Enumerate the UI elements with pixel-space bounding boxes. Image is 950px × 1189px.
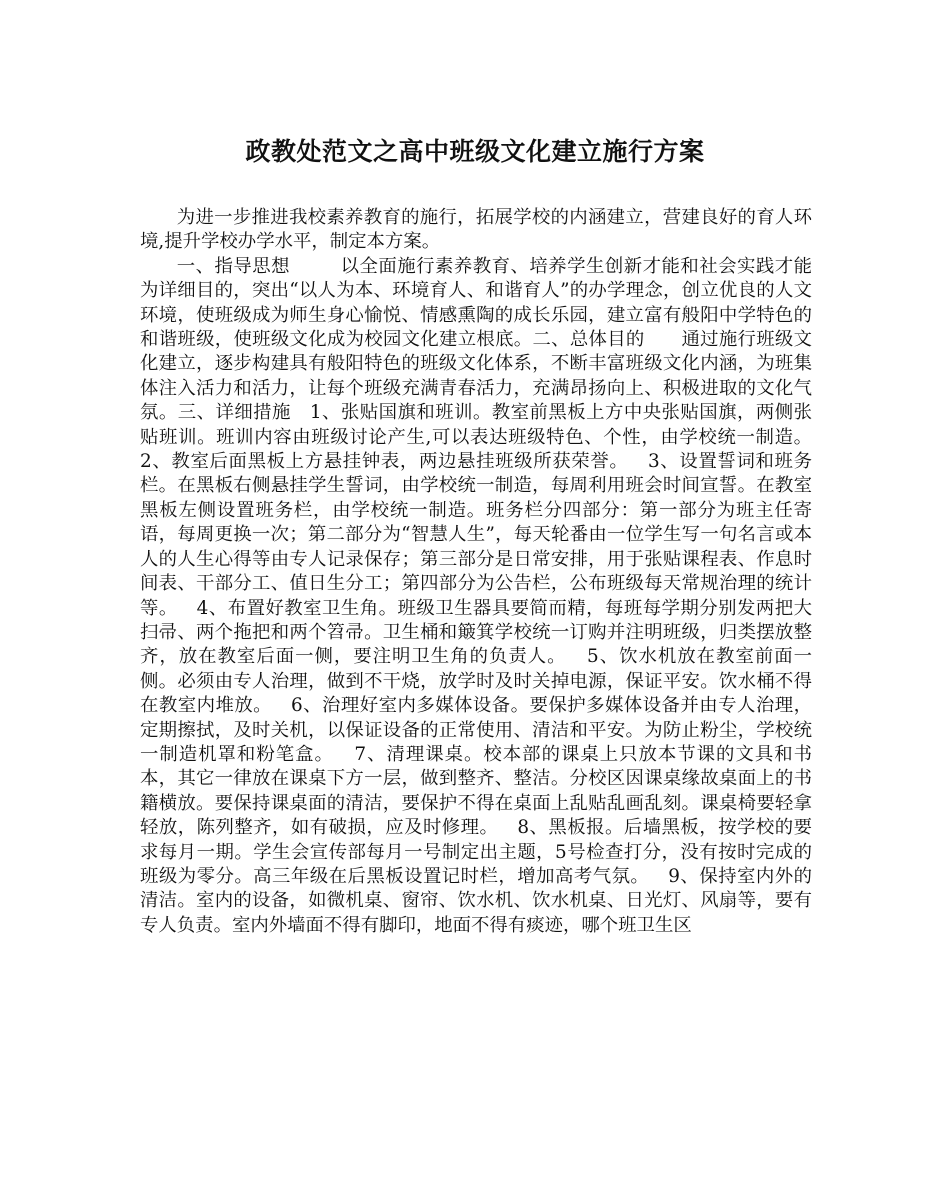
document-title: 政教处范文之高中班级文化建立施行方案 [245, 137, 705, 166]
intro-paragraph: 为进一步推进我校素养教育的施行，拓展学校的内涵建立，营建良好的育人环境,提升学校办学水平，制定本方案。 [140, 207, 812, 253]
body-paragraph: 一、指导思想 以全面施行素养教育、培养学生创新才能和社会实践才能为详细目的，突出“以人为本、环境育人、和谐育人”的办学理念，创立优良的人文环境，使班级成为师生身心愉悦、情感熏陶的成长乐园，建立富有般阳中学特色的和谐班级，使班级文化成为校园文化建立根底。二、总体目的 通过施行班级文化建立，逐步构建具有般阳特色的班级文化体系，不断丰富班级文化内涵，为班集体注入活力和活力，让每个班级充满青春活力，充满昂扬向上、积极进取的文化气氛。三、详细措施 1、张贴国旗和班训。教室前黑板上方中央张贴国旗，两侧张贴班训。班训内容由班级讨论产生,可以表达班级特色、个性，由学校统一制造。 2、教室后面黑板上方悬挂钟表，两边悬挂班级所获荣誉。 3、设置誓词和班务栏。在黑板右侧悬挂学生誓词，由学校统一制造，每周利用班会时间宣誓。在教室黑板左侧设置班务栏，由学校统一制造。班务栏分四部分：第一部分为班主任寄语，每周更换一次；第二部分为“智慧人生”，每天轮番由一位学生写一句名言或本人的人生心得等由专人记录保存；第三部分是日常安排，用于张贴课程表、作息时间表、干部分工、值日生分工；第四部分为公告栏，公布班级每天常规治理的统计等。 4、布置好教室卫生角。班级卫生器具要简而精，每班每学期分别发两把大扫帚、两个拖把和两个笤帚。卫生桶和簸箕学校统一订购并注明班级，归类摆放整齐，放在教室后面一侧，要注明卫生角的负责人。 5、饮水机放在教室前面一侧。必须由专人治理，做到不干烧，放学时及时关掉电源，保证平安。饮水桶不得在教室内堆放。 6、治理好室内多媒体设备。要保护多媒体设备并由专人治理，定期擦拭，及时关机，以保证设备的正常使用、清洁和平安。为防止粉尘，学校统一制造机罩和粉笔盒。 7、清理课桌。校本部的课桌上只放本节课的文具和书本，其它一律放在课桌下方一层，做到整齐、整洁。分校区因课桌缘故桌面上的书籍横放。要保持课桌面的清洁，要保护不得在桌面上乱贴乱画乱刻。课桌椅要轻拿轻放，陈列整齐，如有破损，应及时修理。 8、黑板报。后墙黑板，按学校的要求每月一期。学生会宣传部每月一号制定出主题，5号检查打分，没有按时完成的班级为零分。高三年级在后黑板设置记时栏，增加高考气氛。 9、保持室内外的清洁。室内的设备，如微机桌、窗帘、饮水机、饮水机桌、日光灯、风扇等，要有专人负责。室内外墙面不得有脚印，地面不得有痰迹，哪个班卫生区 [140, 255, 830, 936]
document-body [140, 206, 830, 1066]
